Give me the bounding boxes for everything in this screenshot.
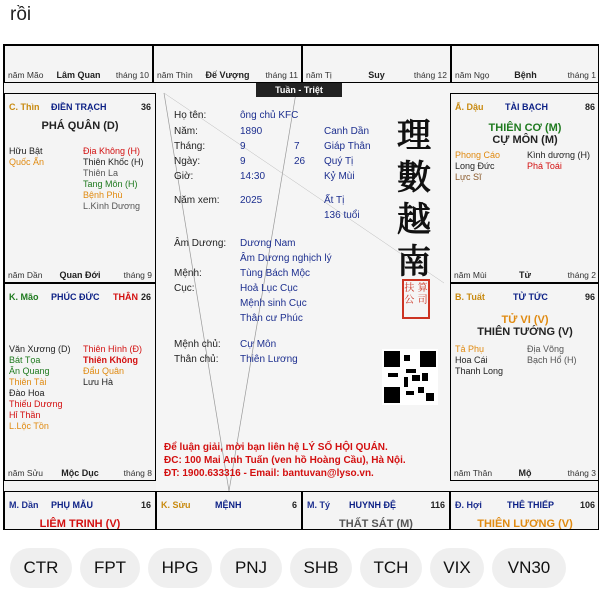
palace-number: 106 [579, 500, 595, 510]
info-label: Mệnh chủ: [174, 339, 221, 350]
than-marker: THÂN [113, 292, 138, 302]
minor-star: Tang Môn (H) [83, 179, 138, 189]
ticker-chip-vn30[interactable]: VN30 [492, 548, 566, 588]
palace-name: ĐIỀN TRẠCH [51, 102, 107, 112]
info-value: 14:30 [240, 171, 266, 182]
cell-stage: Tử [518, 270, 531, 280]
palace-name: PHỤ MẪU [51, 500, 93, 510]
minor-star: Phong Cáo [455, 150, 501, 160]
info-value: 26 [294, 156, 306, 167]
minor-star: Thanh Long [455, 366, 504, 376]
palace-number: 6 [291, 500, 297, 510]
info-value: Mệnh sinh Cục [240, 298, 307, 309]
palace-name: TỬ TỨC [513, 292, 548, 302]
palace-number: 16 [140, 500, 151, 510]
palace-number: 96 [584, 292, 595, 302]
age-value: 136 tuổi [324, 210, 360, 221]
cell-month: tháng 12 [413, 70, 447, 80]
minor-star: Hỉ Thần [9, 410, 41, 420]
info-value: 9 [240, 141, 246, 152]
calligraphy-char: 數 [397, 158, 431, 198]
info-value: Thiên Lương [240, 354, 298, 365]
minor-star: Thiên La [83, 168, 119, 178]
minor-star: Hoa Cái [455, 355, 488, 365]
qr-code [382, 349, 438, 405]
minor-star: Đào Hoa [9, 388, 45, 398]
minor-star: Long Đức [455, 161, 495, 171]
cell-year: năm Sửu [8, 468, 43, 478]
minor-star: Kình dương (H) [527, 150, 590, 160]
cell-year: năm Ngọ [455, 70, 490, 80]
calligraphy-char: 理 [397, 116, 431, 156]
palace-name: PHÚC ĐỨC [51, 292, 100, 302]
cell-stage: Đế Vượng [205, 70, 250, 80]
minor-star: Bạch Hổ (H) [527, 355, 577, 365]
palace-number: 86 [584, 102, 595, 112]
cell-year: năm Mão [8, 70, 44, 80]
tuan-triet-label: Tuần - Triệt [256, 83, 342, 97]
calligraphy-text [386, 115, 442, 283]
cell-year: năm Tị [306, 70, 332, 80]
info-label: Mệnh: [174, 268, 202, 279]
minor-star: Thiên Tài [9, 377, 47, 387]
minor-star: Bệnh Phù [83, 190, 123, 200]
info-value: Giáp Thân [324, 141, 371, 152]
cell-year: năm Mùi [454, 270, 487, 280]
palace-position: Đ. Hợi [455, 500, 482, 510]
major-star: THIÊN LƯƠNG (V) [477, 518, 573, 530]
palace-position: Ấ. Dậu [455, 102, 484, 112]
header-text: rồi [10, 4, 32, 25]
info-value: ông chủ KFC [240, 110, 299, 121]
ticker-chip-vix[interactable]: VIX [430, 548, 484, 588]
info-value: Thân cư Phúc [240, 313, 303, 324]
minor-star: Thiên Hình (Đ) [83, 344, 143, 354]
info-value: Dương Nam [240, 238, 296, 249]
palace-number: 26 [140, 292, 151, 302]
info-label: Thân chủ: [174, 354, 219, 365]
footer-phone-email-line: ĐT: 1900.633316 - Email: bantuvan@lyso.vn. [164, 468, 374, 479]
minor-star: Đẩu Quân [83, 366, 125, 376]
minor-star: L.Lộc Tồn [9, 421, 49, 431]
cell-year: năm Thìn [157, 70, 193, 80]
major-star: THIÊN TƯỚNG (V) [477, 326, 573, 338]
minor-star: Bát Tọa [9, 355, 41, 365]
cell-stage: Bệnh [514, 70, 537, 80]
minor-star: Địa Không (H) [83, 146, 141, 156]
info-label: Năm: [174, 126, 198, 137]
cell-month: tháng 9 [123, 270, 152, 280]
info-label: Cục: [174, 283, 195, 294]
info-value: 7 [294, 141, 300, 152]
palace-position: C. Thìn [9, 102, 40, 112]
info-label: Năm xem: [174, 195, 220, 206]
cell-year: năm Thân [454, 468, 493, 478]
ticker-chip-row [0, 548, 600, 590]
minor-star: L.Kình Dương [83, 201, 140, 211]
info-value: Ất Tị [324, 195, 345, 206]
ticker-chip-hpg[interactable]: HPG [148, 548, 212, 588]
info-label: Âm Dương: [174, 238, 227, 249]
palace-name: TÀI BẠCH [505, 102, 548, 112]
minor-star: Thiên Khốc (H) [83, 157, 144, 167]
cell-month: tháng 2 [567, 270, 596, 280]
major-star: PHÁ QUÂN (D) [41, 120, 119, 132]
palace-position: M. Dần [9, 500, 39, 510]
info-label: Tháng: [174, 141, 206, 152]
minor-star: Địa Võng [527, 344, 565, 354]
palace-position: B. Tuất [455, 292, 485, 302]
palace-name: HUYNH ĐỆ [349, 500, 397, 510]
calligraphy-char: 越 [397, 200, 431, 240]
ticker-chip-tch[interactable]: TCH [360, 548, 422, 588]
ticker-chip-fpt[interactable]: FPT [80, 548, 140, 588]
footer-address-line: ĐC: 100 Mai Anh Tuấn (ven hồ Hoàng Cầu), Hà Nội. [164, 455, 406, 466]
cell-stage: Suy [368, 70, 385, 80]
major-star: LIÊM TRINH (V) [39, 518, 121, 530]
minor-star: Tả Phụ [455, 344, 485, 354]
info-value: 9 [240, 156, 246, 167]
cell-month: tháng 8 [123, 468, 152, 478]
info-value: Canh Dần [324, 126, 370, 137]
ticker-chip-ctr[interactable]: CTR [10, 548, 72, 588]
minor-star: Lưu Hà [83, 377, 114, 387]
major-star: CỰ MÔN (M) [492, 134, 558, 146]
palace-position: K. Mão [9, 292, 39, 302]
palace-name: THÊ THIẾP [507, 500, 555, 510]
red-seal-stamp: 扶 算 公 司 [402, 279, 430, 319]
major-star: THẤT SÁT (M) [339, 518, 413, 530]
minor-star: Văn Xương (D) [9, 344, 71, 354]
minor-star: Ân Quang [9, 366, 50, 376]
cell-stage: Mộc Dục [61, 468, 99, 478]
palace-position: K. Sửu [161, 500, 191, 510]
info-label: Họ tên: [174, 110, 207, 121]
footer-contact-line: Để luận giải, mời bạn liên hệ LÝ SỐ HỘI QUÁN. [164, 442, 388, 453]
birth-info [174, 109, 384, 368]
cell-month: tháng 10 [115, 70, 149, 80]
cell-month: tháng 11 [265, 70, 298, 80]
major-star: TỬ VI (V) [501, 314, 549, 326]
tu-vi-chart [3, 44, 599, 530]
info-value: 2025 [240, 195, 263, 206]
minor-star: Lực Sĩ [455, 172, 482, 182]
minor-star: Phá Toái [527, 161, 562, 171]
info-value: Hoả Lục Cục [240, 283, 298, 294]
cell-month: tháng 3 [567, 468, 596, 478]
info-value: Âm Dương nghịch lý [240, 253, 332, 264]
palace-number: 116 [430, 500, 445, 510]
info-label: Ngày: [174, 156, 201, 167]
palace-name: MỆNH [215, 500, 242, 510]
info-label: Giờ: [174, 171, 194, 182]
ticker-chip-shb[interactable]: SHB [290, 548, 352, 588]
ticker-chip-pnj[interactable]: PNJ [220, 548, 282, 588]
info-value: Kỷ Mùi [324, 171, 355, 182]
minor-star: Thiếu Dương [9, 399, 63, 409]
info-value: Tùng Bách Mộc [240, 268, 311, 279]
minor-star: Quốc Ấn [9, 157, 45, 167]
cell-stage: Mộ [518, 468, 532, 478]
info-value: Cự Môn [240, 339, 277, 350]
major-star: THIÊN CƠ (M) [488, 122, 562, 134]
cell-stage: Lâm Quan [56, 70, 101, 80]
palace-position: M. Tý [307, 500, 331, 510]
info-value: 1890 [240, 126, 263, 137]
palace-number: 36 [140, 102, 151, 112]
info-value: Quý Tị [324, 156, 354, 167]
minor-star: Hữu Bật [9, 146, 43, 156]
minor-star: Thiên Không [83, 355, 138, 365]
cell-month: tháng 1 [567, 70, 596, 80]
cell-stage: Quan Đới [59, 270, 101, 280]
cell-year: năm Dần [8, 270, 43, 280]
calligraphy-char: 南 [397, 242, 431, 282]
